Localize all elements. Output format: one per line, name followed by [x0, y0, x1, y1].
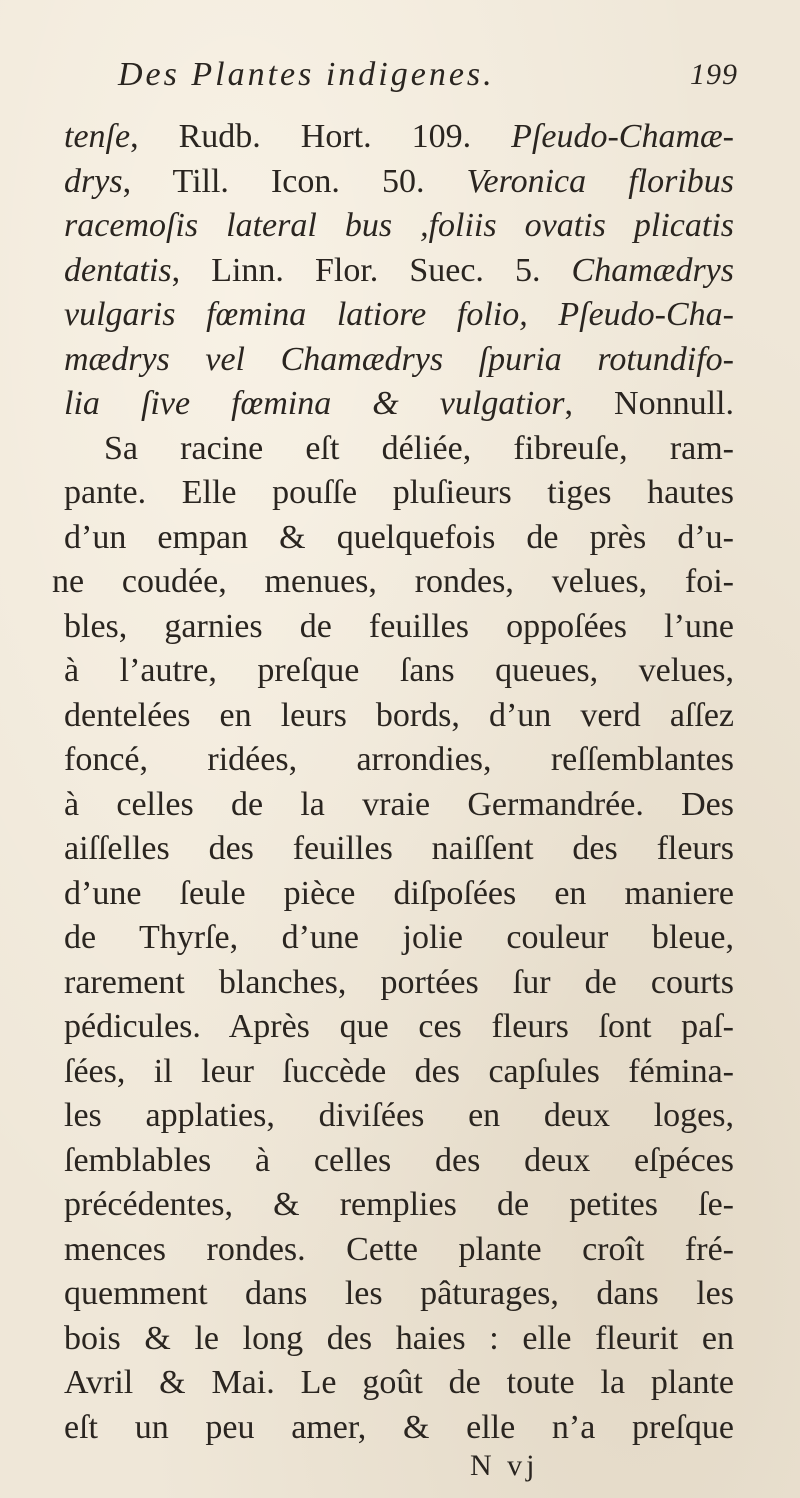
running-head-title: Des Plantes indigenes. — [118, 56, 495, 93]
text-line: bois & le long des haies : elle fleurit en — [64, 1320, 734, 1357]
text-line: de Thyrſe, d’une jolie couleur bleue, — [64, 919, 734, 956]
text-line: foncé, ridées, arrondies, reſſemblantes — [64, 741, 734, 778]
text-line: drys, Till. Icon. 50. Veronica floribus — [64, 163, 734, 200]
text-line: mences rondes. Cette plante croît fré- — [64, 1231, 734, 1268]
text-line: d’une ſeule pièce diſpoſées en maniere — [64, 875, 734, 912]
text-line: à celles de la vraie Germandrée. Des — [64, 786, 734, 823]
text-line: ſées, il leur ſuccède des capſules fémina- — [64, 1053, 734, 1090]
text-line: bles, garnies de feuilles oppoſées l’une — [64, 608, 734, 645]
text-line: pédicules. Après que ces fleurs ſont paſ- — [64, 1008, 734, 1045]
text-line: les applaties, diviſées en deux loges, — [64, 1097, 734, 1134]
text-line: aiſſelles des feuilles naiſſent des fleurs — [64, 830, 734, 867]
signature-mark: N vj — [470, 1449, 539, 1482]
text-line: ne coudée, menues, rondes, velues, foi- — [52, 563, 734, 600]
text-line: Avril & Mai. Le goût de toute la plante — [64, 1364, 734, 1401]
text-line: mædrys vel Chamædrys ſpuria rotundifo- — [64, 341, 734, 378]
text-line: vulgaris fœmina latiore folio, Pſeudo-Cha- — [64, 296, 734, 333]
text-line: à l’autre, preſque ſans queues, velues, — [64, 652, 734, 689]
running-head — [98, 56, 738, 106]
text-line: pante. Elle pouſſe pluſieurs tiges hautes — [64, 474, 734, 511]
text-line: précédentes, & remplies de petites ſe- — [64, 1186, 734, 1223]
text-line: quemment dans les pâturages, dans les — [64, 1275, 734, 1312]
text-line: dentatis, Linn. Flor. Suec. 5. Chamædrys — [64, 252, 734, 289]
page-number: 199 — [690, 58, 738, 91]
text-line: d’un empan & quelquefois de près d’u- — [64, 519, 734, 556]
text-line: eſt un peu amer, & elle n’a preſque — [64, 1409, 734, 1446]
text-line: ſemblables à celles des deux eſpéces — [64, 1142, 734, 1179]
text-line: lia ſive fœmina & vulgatior, Nonnull. — [64, 385, 734, 422]
paragraph-first-line: Sa racine eſt déliée, fibreuſe, ram- — [104, 430, 734, 467]
text-line: dentelées en leurs bords, d’un verd aſſez — [64, 697, 734, 734]
text-line: tenſe, Rudb. Hort. 109. Pſeudo-Chamæ- — [64, 118, 734, 155]
text-line: racemoſis lateral bus ,foliis ovatis plicatis — [64, 207, 734, 244]
text-line: rarement blanches, portées ſur de courts — [64, 964, 734, 1001]
